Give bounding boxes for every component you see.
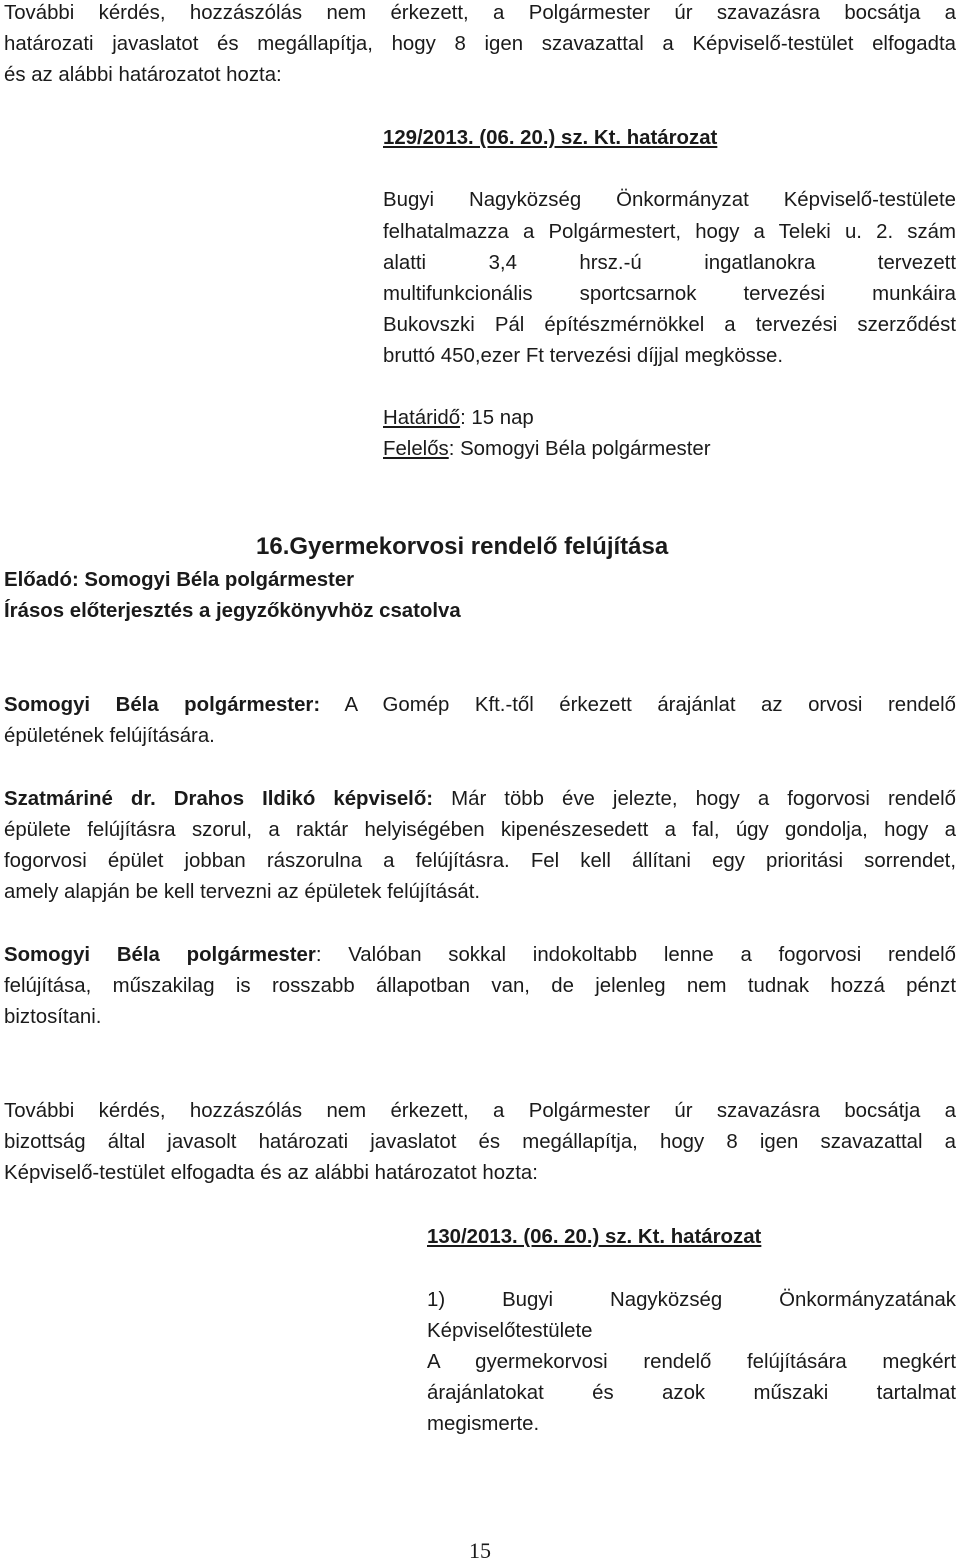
paragraph-line: épületének felújítására.	[4, 725, 215, 747]
paragraph-line: További kérdés, hozzászólás nem érkezett, a Polgármester úr szavazásra bocsátja a	[4, 2, 956, 24]
responsible-label: Felelős	[383, 438, 449, 460]
deadline-line	[383, 405, 956, 431]
paragraph-line: amely alapján be kell tervezni az épületek felújítását.	[4, 881, 481, 903]
attachment-line: Írásos előterjesztés a jegyzőkönyvhöz csatolva	[4, 600, 461, 622]
resolution-title: 130/2013. (06. 20.) sz. Kt. határozat	[427, 1226, 762, 1248]
paragraph-line: fogorvosi épület jobban rászorulna a felújításra. Fel kell állítani egy prioritási sorrendet,	[4, 850, 956, 872]
paragraph-line: bizottság által javasolt határozati javaslatot és megállapítja, hogy 8 igen szavazattal a	[4, 1131, 956, 1153]
deadline-label: Határidő	[383, 407, 461, 429]
resolution-line: A gyermekorvosi rendelő felújítására megkért	[427, 1351, 956, 1373]
resolution-line: árajánlatokat és azok műszaki tartalmat	[427, 1382, 956, 1404]
speech-text: : Valóban sokkal indokoltabb lenne a fogorvosi rendelő	[315, 944, 956, 966]
paragraph-line: Képviselő-testület elfogadta és az alábbi határozatot hozta:	[4, 1162, 538, 1184]
resolution-line: felhatalmazza a Polgármestert, hogy a Teleki u. 2. szám	[383, 221, 956, 243]
speech-text: A Gomép Kft.-től érkezett árajánlat az orvosi rendelő	[320, 694, 956, 716]
speaker-name: Somogyi Béla polgármester:	[4, 694, 321, 716]
presenter-line: Előadó: Somogyi Béla polgármester	[4, 569, 355, 591]
paragraph-line: felújítása, műszakilag is rosszabb állapotban van, de jelenleg nem tudnak hozzá pénzt	[4, 975, 956, 997]
resolution-line: megismerte.	[427, 1413, 540, 1435]
resolution-title: 129/2013. (06. 20.) sz. Kt. határozat	[383, 127, 718, 149]
resolution-line: multifunkcionális sportcsarnok tervezési munkáira	[383, 283, 956, 305]
paragraph-line	[4, 942, 956, 968]
paragraph-line: épülete felújításra szorul, a raktár helyiségében kipenészesedett a fal, úgy gondolja, hogy a	[4, 819, 956, 841]
resolution-line: 1) Bugyi Nagyközség Önkormányzatának	[427, 1289, 956, 1311]
resolution-line: Bukovszki Pál építészmérnökkel a tervezési szerződést	[383, 314, 956, 336]
paragraph-line	[4, 786, 956, 812]
speaker-name: Somogyi Béla polgármester	[4, 944, 316, 966]
speech-text: Már több éve jelezte, hogy a fogorvosi rendelő	[433, 788, 956, 810]
page-number: 15	[469, 1538, 491, 1563]
speaker-name: Szatmáriné dr. Drahos Ildikó képviselő:	[4, 788, 434, 810]
paragraph-line: További kérdés, hozzászólás nem érkezett, a Polgármester úr szavazásra bocsátja a	[4, 1100, 956, 1122]
paragraph-line	[4, 692, 956, 718]
section-heading: 16.Gyermekorvosi rendelő felújítása	[256, 533, 669, 560]
paragraph-line: biztosítani.	[4, 1006, 102, 1028]
responsible-line	[383, 436, 956, 462]
deadline-value: : 15 nap	[460, 407, 534, 429]
resolution-line: alatti 3,4 hrsz.-ú ingatlanokra tervezett	[383, 252, 956, 274]
paragraph-line: határozati javaslatot és megállapítja, hogy 8 igen szavazattal a Képviselő-testület elfogadta	[4, 33, 956, 55]
resolution-line: Képviselőtestülete	[427, 1320, 593, 1342]
paragraph-line: és az alábbi határozatot hozta:	[4, 64, 282, 86]
responsible-value: : Somogyi Béla polgármester	[448, 438, 711, 460]
resolution-line: bruttó 450,ezer Ft tervezési díjjal megkösse.	[383, 345, 784, 367]
resolution-line: Bugyi Nagyközség Önkormányzat Képviselő-testülete	[383, 189, 956, 211]
